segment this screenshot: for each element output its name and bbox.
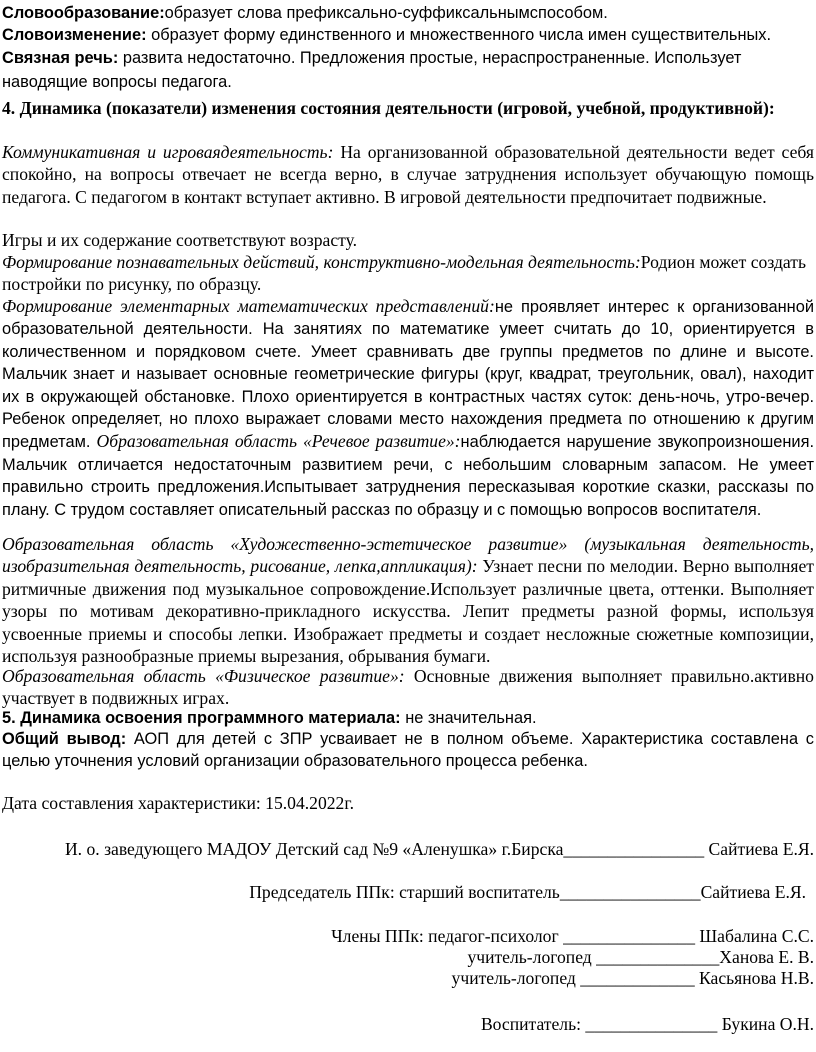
signature-head: И. о. заведующего МАДОУ Детский сад №9 «Аленушка» г.Бирска________________ Сайтиева Е.Я. [64, 839, 814, 859]
section-5-text: не значительная. [400, 709, 537, 727]
speech-area-text: наблюдается нарушение звукопроизношения. Мальчик отличается недостаточным развитием речи, с небольшим словарным запасом. Не умеет правильно строить предложения.Испытывает затруднения пересказывая короткие сказки, рассказы по плану. С трудом составляет описательный рассказ по образцу и с помощью вопросов воспитателя. [2, 433, 815, 519]
art-area-text: Узнает песни по мелодии. Верно выполняет ритмичные движения под музыкальное сопровождение.Использует различные цвета, оттенки. Выполняет узоры по мотивам декоративно-прикладного искусства. Лепит предметы разной формы, используя усвоенные приемы и способы лепки. Изображает предметы и создает несложные сюжетные композиции, используя разнообразные приемы вырезания, обрывания бумаги. [2, 556, 814, 667]
section-5-label: 5. Динамика освоения программного материала: [2, 709, 401, 727]
inflection-text: образует форму единственного и множественного числа имен существительных. [146, 26, 772, 44]
signature-member-speech-therapist-2: учитель-логопед _____________ Касьянова Н.В. [451, 968, 814, 988]
cognitive-paragraph [2, 251, 814, 296]
coherent-speech-paragraph [2, 46, 814, 94]
inflection-label: Словоизменение: [2, 26, 147, 44]
art-area-paragraph [2, 533, 814, 667]
communicative-paragraph [2, 141, 814, 208]
signature-member-psychologist: Члены ППк: педагог-психолог _______________ Шабалина С.С. [331, 926, 814, 946]
inflection-line [2, 24, 814, 46]
games-line: Игры и их содержание соответствуют возрасту. [2, 230, 358, 250]
physical-area-paragraph [2, 665, 814, 710]
signature-member-speech-therapist-1: учитель-логопед ______________Ханова Е. В. [467, 947, 814, 967]
speech-area-label: Образовательная область «Речевое развитие»: [96, 431, 461, 452]
coherent-speech-text: развита недостаточно. Предложения простые, нераспространенные. Использует наводящие вопросы педагога. [2, 49, 742, 91]
section-5-line [2, 707, 814, 729]
art-area-label: Образовательная область «Художественно-эстетическое развитие» (музыкальная деятельность, изобразительная деятельность, рисование, лепка,аппликация): [2, 534, 814, 577]
conclusion-label: Общий вывод: [2, 730, 127, 748]
cognitive-label: Формирование познавательных действий, конструктивно-модельная деятельность: [2, 252, 641, 272]
communicative-label: Коммуникативная и игроваядеятельность: [2, 142, 334, 162]
signature-teacher: Воспитатель: _______________ Букина О.Н. [480, 1014, 814, 1034]
math-label: Формирование элементарных математических представлений: [2, 296, 495, 316]
conclusion-paragraph [2, 728, 814, 773]
word-formation-text: образует слова префиксально-суффиксальнымспособом. [164, 4, 608, 22]
date-line: Дата составления характеристики: 15.04.2022г. [2, 793, 354, 813]
math-text: не проявляет интерес к организованной образовательной деятельности. На занятиях по математике умеет считать до 10, ориентируется в количественном и порядковом счете. Умеет сравнивать две группы предметов по длине и высоте. Мальчик знает и называет основные геометрические фигуры (круг, квадрат, треугольник, овал), находит их в окружающей обстановке. Плохо ориентируется в контрастных частях суток: день-ночь, утро-вечер. Ребенок определяет, но плохо выражает словами место нахождения предмета по отношению к другим предметам. [2, 298, 815, 452]
communicative-text: На организованной образовательной деятельности ведет себя спокойно, на вопросы отвечает не всегда верно, в случае затруднения использует обучающую помощь педагога. С педагогом в контакт вступает активно. В игровой деятельности предпочитает подвижные. [2, 142, 814, 207]
physical-area-text: Основные движения выполняет правильно.активно участвует в подвижных играх. [2, 666, 814, 709]
cognitive-text: Родион может создать постройки по рисунку, по образцу. [2, 252, 806, 295]
physical-area-label: Образовательная область «Физическое развитие»: [2, 666, 405, 686]
coherent-speech-label: Связная речь: [2, 49, 119, 67]
word-formation-label: Словообразование: [2, 4, 165, 22]
signature-chair: Председатель ППк: старший воспитатель________________Сайтиева Е.Я. [249, 882, 806, 902]
word-formation-line [2, 2, 814, 24]
section-4-heading: 4. Динамика (показатели) изменения состояния деятельности (игровой, учебной, продуктивной): [2, 98, 775, 118]
conclusion-text: АОП для детей с ЗПР усваивает не в полном объеме. Характеристика составлена с целью уточнения условий организации образовательного процесса ребенка. [2, 730, 814, 771]
math-paragraph [2, 295, 814, 521]
